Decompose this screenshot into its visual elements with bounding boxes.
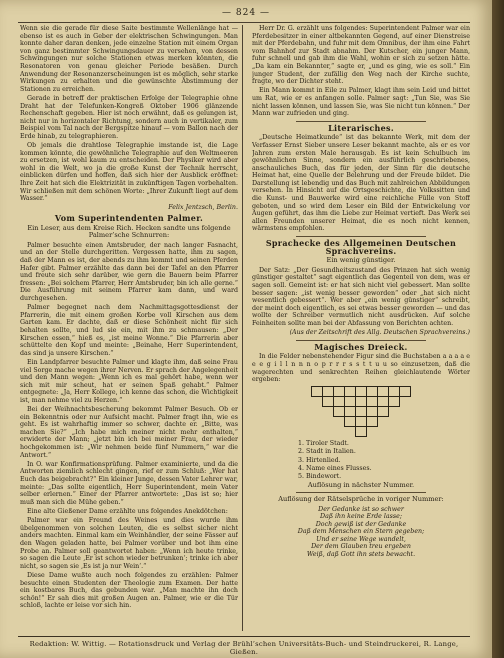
- divider: [296, 121, 427, 122]
- imprint-footer: Redaktion: W. Wittig. — Rotationsdruck und Verlag der Brühl’schen Universitäts-Buch- und Steindruckerei, R. Lange, Gießen.: [18, 636, 470, 656]
- triangle-spacer: [344, 426, 356, 437]
- poem-line: Daß ihn keine Erde lasse;: [320, 513, 402, 521]
- section-heading-language-corner: Sprachecke des Allgemeinen Deutschen Sprachvereins.: [265, 238, 457, 256]
- anecdote-paragraph: Palmer war ein Freund des Weines und dies wurde ihm übelgenommen von solchen Leuten, die es selbst sicher nicht anders machten. Einmal kam ein Weinhändler, der seine Fässer auf den Wagen geladen hatte, bei Palmer vorüber und bot ihm eine Probe an. Palmer soll geantwortet haben: „Wenn ich heute trinke, so sagen die Leute ‚Er ist schon wieder betrunken‘; trinke ich aber nicht, so sagen sie ‚Es ist ja nur Wein‘.“: [20, 517, 238, 570]
- triangle-spacer: [399, 426, 411, 437]
- section-heading-literature: Literarisches.: [328, 122, 394, 133]
- clue-item: 1. Tiroler Stadt.: [298, 439, 349, 447]
- triangle-cell: [355, 426, 367, 437]
- puzzle-footer: Auflösung in nächster Nummer.: [307, 480, 415, 489]
- clue-item: 5. Bindewort.: [298, 473, 342, 481]
- article-paragraph: Ob jemals die drahtlose Telegraphie imstande ist, die Lage kommen könnte, die gewöhnliche Telegraphie auf den Weltmeeren zu ersetzen, ist wohl kaum zu entscheiden. Der Physiker wird aber wohl in die Welt, wo ja die große Kunst der Technik herrscht, einblicken dürfen und hoffen, daß sich hier der Ausblick eröffnet: Ihre Zeit hat sich die Elektrizität in zukünftigen Tagen vorbehalten. Wir schließen mit dem schönen Worte: „Ihrer Zukunft liegt auf dem Wasser.“: [20, 142, 238, 203]
- section-subheading: Ein wenig günstiger.: [326, 256, 396, 265]
- column-divider: [242, 25, 243, 631]
- anecdote-paragraph: Diese Dame wußte auch noch folgendes zu erzählen: Palmer besuchte einen Studenten der Theologie zum Examen. Der hatte ein kostbares Buch, das gebunden war. „Man machte ihn doch schön!“ Er sah dies mit großen Augen an. Palmer, wie er die Tür schloß, lachte er leise vor sich hin.: [20, 571, 238, 610]
- puzzle-intro: In die Felder nebenstehender Figur sind die Buchstaben a a a a e e e g i l l n n n o p r r r s s t t u u so einzusetzen, daß die wagerechten und senkrechten Reihen gleichlautende Wörter ergeben:: [252, 353, 470, 384]
- article-paragraph: Wenn sie die gerade für diese Saite bestimmte Wellenlänge hat — ebenso ist es auch in Geber der elektrischen Schwingungen. Man konnte daher daran denken, jede einzelne Station mit einem Organ von ganz bestimmter Schwingungsdauer zu versehen, von dessen Schwingungen nur solche Stationen etwas merken könnten, die Resonatoren von genau gleicher Periode besäßen. Durch Anwendung der Resonanzerscheinungen ist es möglich, sehr starke Wirkungen zu erhalten und die gewünschte Abstimmung der Stationen zu erreichen.: [20, 25, 238, 93]
- top-rule: [18, 22, 470, 23]
- poem-line: Daß dem Menschen ein Stern gegeben;: [297, 528, 425, 536]
- article-paragraph: Gerade in betreff der praktischen Erfolge der Telegraphie ohne Draht hat der Telefunken-Kongreß Oktober 1906 glänzende Rechenschaft gegeben. Hier ist noch erwähnt, daß es gelungen ist, nicht nur in horizontaler Richtung, sondern auch in vertikaler, zum Beispiel vom Tal nach der Bergspitze hinauf — vom Ballon nach der Erde hinab, zu telegraphieren.: [20, 94, 238, 140]
- review-paragraph: „Deutsche Heimatkunde“ ist das bekannte Werk, mit dem der Verfasser Ernst Sieber unsere Leser bekannt machte, als er es vor Jahren zum ersten Male herausgab. Es ist kein Schulbuch im gewöhnlichen Sinne, sondern ein ausführlich geschriebenes, anschauliches Buch, das für jeden, der Sinn für die deutsche Heimat hat, eine Quelle der Belehrung und der Freude bildet. Die Darstellung ist lebendig und das Buch mit zahlreichen Abbildungen versehen. In Hinsicht auf die Ortsgeschichte, die Volkssitten und die Kunst- und Bauwerke wird eine reichliche Fülle von Stoff geboten, und so wird dem Leser ein Bild der Entwickelung vor Augen geführt, das ihm die Liebe zur Heimat vertieft. Das Werk sei allen Freunden unserer Heimat, die es noch nicht kennen, wärmstens empfohlen.: [252, 134, 470, 233]
- divider: [296, 236, 427, 237]
- language-paragraph: Der Satz: „Der Gesundheitszustand des Prinzen hat sich wenig günstiger gestaltet“ sagt eigentlich das Gegenteil von dem, was er sagen soll. Gemeint ist: er hat sich nicht viel gebessert. Man sollte besser sagen: „ist wenig besser geworden“ oder „hat sich nicht wesentlich gebessert“. Wer aber „ein wenig günstiger“ schreibt, der meint doch eigentlich, es sei etwas besser geworden — und das wollte der Schreiber vermutlich nicht ausdrücken. Auf solche Feinheiten sollte man bei der Abfassung von Berichten achten.: [252, 266, 470, 327]
- poem-line: Weiß, daß Gott ihn stets bewacht.: [306, 550, 416, 558]
- poem-line: Doch gewiß ist der Gedanke: [315, 520, 407, 528]
- triangle-spacer: [322, 426, 334, 437]
- triangle-spacer: [366, 426, 378, 437]
- clue-item: 4. Name eines Flusses.: [298, 464, 372, 472]
- right-column: [252, 25, 470, 631]
- magic-triangle-figure: [252, 387, 470, 437]
- triangle-spacer: [388, 426, 400, 437]
- book-spine-edge: [492, 0, 504, 658]
- poem-line: Der Gedanke ist so schwer: [318, 506, 404, 514]
- anecdote-paragraph: Ein Mann kommt in Eile zu Palmer, klagt ihm sein Leid und bittet um Rat, wie er es anfangen solle. Palmer sagt: „Tun Sie, was Sie nicht lassen können, und lassen Sie, was Sie nicht tun können.“ Der Mann war zufrieden und ging.: [252, 87, 470, 118]
- anecdote-paragraph: Bei der Weihnachtsbescherung bekommt Palmer Besuch. Ob er ein Bekenntnis oder nur Aufsicht macht. Palmer fragt ihn, wie es geht. Es ist wahrhaftig immer so schwer, dachte er. „Bitte, was machen Sie?“ „Ich habe mich meiner nicht mehr enthalten,“ erwiderte der Mann; „jetzt bin ich bei meiner Frau, der wieder hochgekommen ist: „Wir nehmen beide fünf Nummern,“ war die Antwort.“: [20, 406, 238, 459]
- poem-line: Und er seine Wege wandelt,: [316, 535, 406, 543]
- section-heading-palmer: Vom Superintendenten Palmer.: [54, 213, 204, 224]
- triangle-spacer: [311, 426, 323, 437]
- left-column: [20, 25, 238, 631]
- page-number: — 824 —: [222, 8, 270, 18]
- anecdote-paragraph: Ein Landpfarrer besuchte Palmer und klagte ihm, daß seine Frau viel Sorge mache wegen ihrer Nerven. Er sprach der Angelegenheit und den Mann wegen: „Wenn ich es mal gehört habe, wenn wer sich mit mir scheut, hat er seinen Spaß gehabt.“ Palmer entgegnete: „Ja, Herr Kollege, ich kenne das schon, die Wichtigkeit ist, man nehme viel zu Herzen.“: [20, 358, 238, 404]
- solution-heading: Auflösung der Rätselsprüche in voriger Nummer:: [278, 495, 444, 504]
- clue-item: 3. Hirtenlied.: [298, 456, 341, 464]
- triangle-spacer: [333, 426, 345, 437]
- poem-line: Der dem Glauben treu ergeben: [311, 543, 411, 551]
- puzzle-clues: [298, 440, 470, 481]
- author-signature: Felix Jentzsch, Berlin.: [168, 204, 238, 212]
- triangle-spacer: [377, 426, 389, 437]
- divider: [296, 492, 427, 493]
- section-heading-puzzle: Magisches Dreieck.: [314, 341, 408, 352]
- section-subheading: Ein Leser, aus dem Kreise Rich. Hecken sandte uns folgende Palmer’sche Schnurren:: [27, 223, 231, 240]
- triangle-grid: [312, 387, 411, 437]
- anecdote-paragraph: Herr Dr. G. erzählt uns folgendes: Superintendent Palmer war ein Pferdebesitzer in einer altbekannten Gegend, auf einer Dienstreise mit der Pferdebahn, und fuhr mit dem Omnibus, der ihm eine Fahrt vom Bahnhof zur Stadt abnahm. Der Kutscher, ein junger Mann, fuhr schnell und gab ihm die Wahl, wohin er sich zu setzen hätte. „Da kam ein Bekannter,“ sagte er, „und es ging, wie es soll.“ Ein junger Student, der zufällig den Weg nach der Kirche suchte, fragte, wo der Dichter steht.: [252, 25, 470, 86]
- anecdote-paragraph: Palmer besuchte einen Amtsbruder, der nach langer Fasnacht, und an der Stelle durchgeritten. Vergessen hatte, ihm zu sagen, daß der Mann es ist, der abends zu ihm kommt und seinen Pferden Hafer gibt. Palmer erzählte das dann bei der Tafel an den Pfarrer und freute sich sehr darüber, wie gern die Bauern beim Pfarrer fressen: „Bei solchem Pfarrer, Herr Amtsbruder, bin ich alle gerne.“ Die Ausführung mit seinem Pfarrer kam dann, und ward durchgesehen.: [20, 241, 238, 302]
- anecdote-paragraph: In O. war Konfirmationsprüfung. Palmer examinierte, und da die Antworten ziemlich schlecht gingen, rief er zum Schluß: „Wer hat Euch das beigebracht?“ Ein kleiner Junge, dessen Vater Lehrer war, meinte: „Das sollte eigentlich, Herr Superintendent, mein Vater selber erlernen.“ Einer der Pfarrer antwortete: „Das ist so; hier muß man sich die Mühe geben.“: [20, 460, 238, 506]
- clue-item: 2. Stadt in Italien.: [298, 448, 356, 456]
- anecdote-paragraph: Eine alte Gießener Dame erzählte uns folgendes Anekdötchen:: [27, 507, 228, 515]
- source-note: (Aus der Zeitschrift des Allg. Deutschen Sprachvereins.): [289, 329, 470, 337]
- divider: [296, 340, 427, 341]
- anecdote-paragraph: Palmer begegnet nach dem Nachmittagsgottesdienst der Pfarrerin, die mit einem großen Korbe voll Kirschen aus dem Garten kam. Er dachte, daß er diese Schönheit nicht für sich behalten sollte, und lud sie ein, mit ihm zu schmausen: „Der Kirschen essen,“ hieß es, „ist meine Wonne.“ Die Pfarrerin aber schüttelte den Kopf und meinte: „Beinahe, Herr Superintendent, das sind ja unsere Kirschen.“: [20, 304, 238, 357]
- solution-poem: [252, 506, 470, 558]
